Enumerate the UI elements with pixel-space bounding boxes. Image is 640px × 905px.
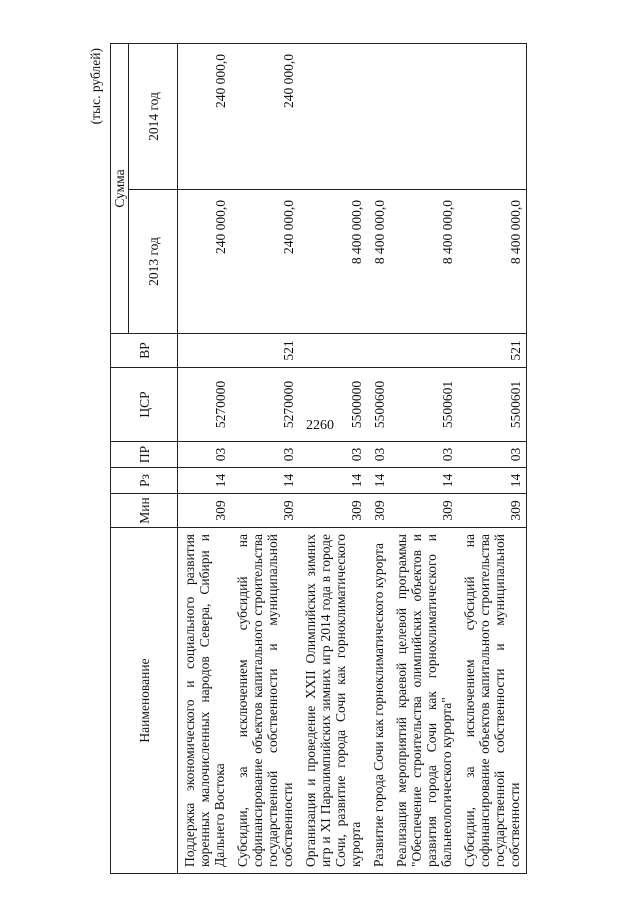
row-vr: 521 xyxy=(458,334,527,368)
row-min: 309 xyxy=(367,494,390,528)
row-rz: 14 xyxy=(231,468,299,494)
row-csr: 5500601 xyxy=(390,368,458,442)
row-pr: 03 xyxy=(178,442,232,468)
row-csr: 5270000 xyxy=(231,368,299,442)
row-name: Организация и проведение XXII Олимпийских зимних игр и XI Паралимпийских зимних игр 2014 года в городе Сочи, развитие города Сочи как горноклиматического курорта xyxy=(299,528,367,874)
units-label: (тыс. рублей) xyxy=(88,48,103,125)
row-sum-2014: 240 000,0 xyxy=(178,43,232,189)
header-year-2014: 2014 год xyxy=(129,43,178,189)
header-rz: Рз xyxy=(111,468,178,494)
row-vr: 521 xyxy=(231,334,299,368)
table-body xyxy=(178,43,527,873)
row-sum-2013: 8 400 000,0 xyxy=(299,190,367,334)
row-min: 309 xyxy=(231,494,299,528)
row-name: Развитие города Сочи как горноклиматического курорта xyxy=(367,528,390,874)
row-min: 309 xyxy=(299,494,367,528)
row-min: 309 xyxy=(178,494,232,528)
row-csr: 5500600 xyxy=(367,368,390,442)
header-vr: ВР xyxy=(111,334,178,368)
row-pr: 03 xyxy=(299,442,367,468)
page-number: 2260 xyxy=(306,418,334,433)
table-row xyxy=(178,43,232,873)
header-year-2013: 2013 год xyxy=(129,190,178,334)
row-pr: 03 xyxy=(231,442,299,468)
row-name: Поддержка экономического и социального развития коренных малочисленных народов Севера, Сибири и Дальнего Востока xyxy=(178,528,232,874)
header-sum: Сумма xyxy=(111,43,129,333)
row-sum-2014 xyxy=(390,43,458,189)
table-row xyxy=(231,43,299,873)
row-sum-2013: 8 400 000,0 xyxy=(458,190,527,334)
row-sum-2013: 240 000,0 xyxy=(178,190,232,334)
row-pr: 03 xyxy=(367,442,390,468)
row-vr xyxy=(390,334,458,368)
row-sum-2013: 8 400 000,0 xyxy=(390,190,458,334)
row-sum-2014 xyxy=(299,43,367,189)
row-sum-2014: 240 000,0 xyxy=(231,43,299,189)
row-sum-2014 xyxy=(367,43,390,189)
row-min: 309 xyxy=(458,494,527,528)
row-rz: 14 xyxy=(178,468,232,494)
row-min: 309 xyxy=(390,494,458,528)
budget-table xyxy=(110,43,527,874)
row-rz: 14 xyxy=(367,468,390,494)
table-row xyxy=(390,43,458,873)
row-name: Субсидии, за исключением субсидий на софинансирование объектов капитального строительства государственной собственности и муниципальной собственности xyxy=(231,528,299,874)
row-vr xyxy=(299,334,367,368)
row-sum-2014 xyxy=(458,43,527,189)
row-pr: 03 xyxy=(390,442,458,468)
table-row xyxy=(299,43,367,873)
row-sum-2013: 8 400 000,0 xyxy=(367,190,390,334)
header-min: Мин xyxy=(111,494,178,528)
row-rz: 14 xyxy=(299,468,367,494)
row-rz: 14 xyxy=(390,468,458,494)
row-rz: 14 xyxy=(458,468,527,494)
header-name: Наименование xyxy=(111,528,178,874)
header-pr: ПР xyxy=(111,442,178,468)
row-sum-2013: 240 000,0 xyxy=(231,190,299,334)
row-pr: 03 xyxy=(458,442,527,468)
row-vr xyxy=(367,334,390,368)
table-row xyxy=(367,43,390,873)
row-name: Субсидии, за исключением субсидий на софинансирование объектов капитального строительства государственной собственности и муниципальной собственности xyxy=(458,528,527,874)
row-csr: 5500000 xyxy=(299,368,367,442)
rotated-table-page xyxy=(88,44,608,874)
row-csr: 5500601 xyxy=(458,368,527,442)
row-vr xyxy=(178,334,232,368)
row-name: Реализация мероприятий краевой целевой программы "Обеспечение строительства олимпийских объектов и развития города Сочи как горноклиматического и бальнеологического курорта" xyxy=(390,528,458,874)
row-csr: 5270000 xyxy=(178,368,232,442)
header-csr: ЦСР xyxy=(111,368,178,442)
table-header xyxy=(111,43,178,873)
table-row xyxy=(458,43,527,873)
